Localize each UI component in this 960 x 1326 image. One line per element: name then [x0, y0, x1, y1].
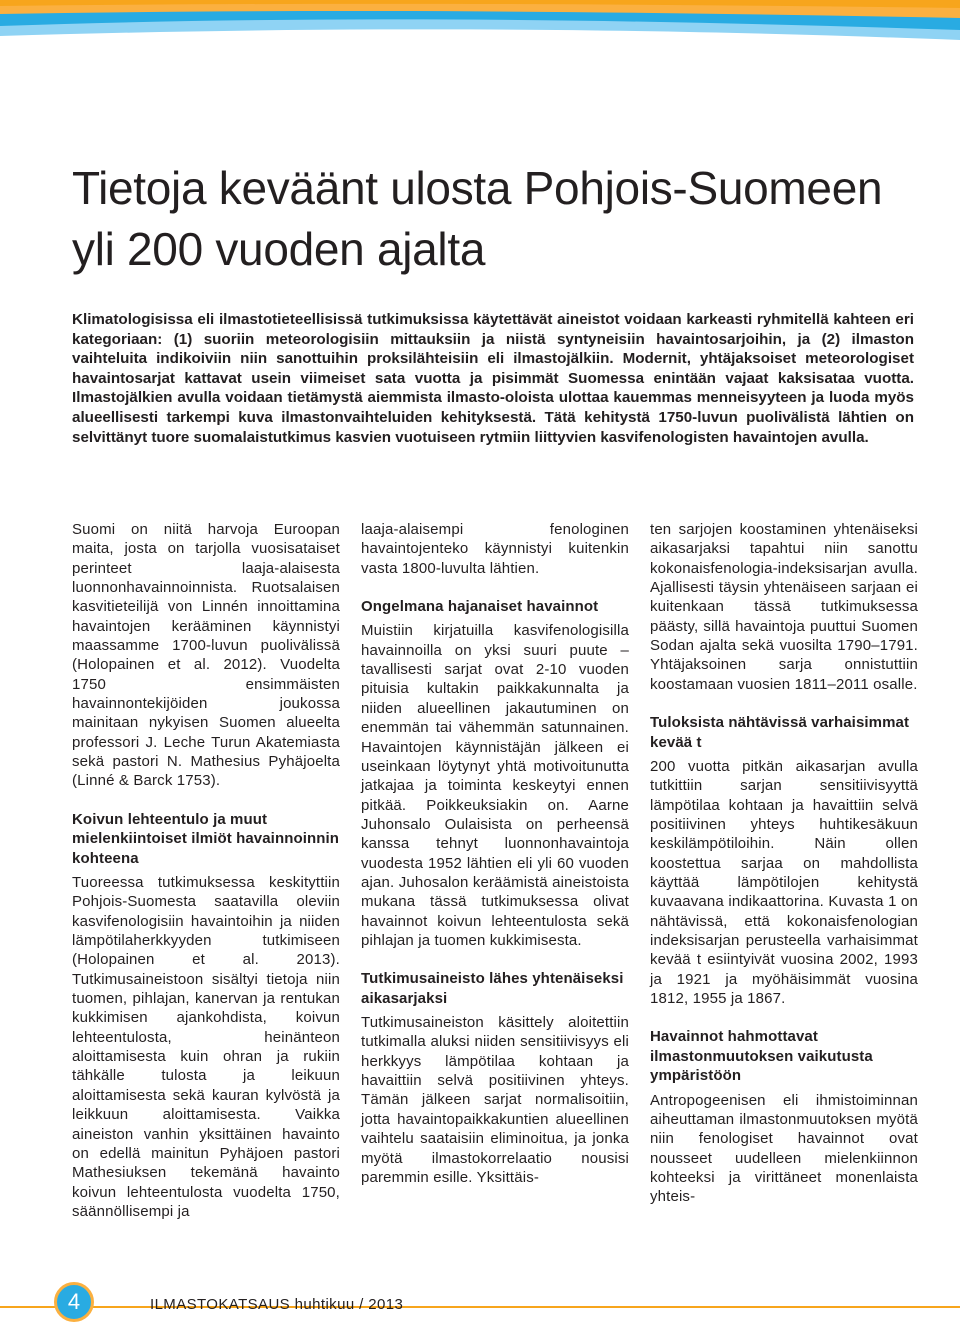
footer-rule	[0, 1306, 960, 1308]
page-footer	[0, 1270, 960, 1326]
column-1	[72, 520, 340, 1262]
decorative-top-band	[0, 0, 960, 44]
paragraph: Tuoreessa tutkimuksessa keskityttiin Pohjois-Suomesta saatavilla oleviin kasvifenologisiin havaintoihin ja niiden lämpötilaherkkyyden tutkimiseen (Holopainen et al. 2013). Tutkimusaineistoon sisältyi tietoja niin tuomen, pihlajan, kanervan ja rentukan kukkimisen ajankohdista, koivun lehteentulosta, heinänteon aloittamisesta kuin ohran ja rukiin tähkälle tulosta ja leikuun aloittamisesta sekä kauran kylvöstä ja leikkuun aloittamisesta. Vaikka aineiston vanhin yksittäinen havainto on edellä mainitun Pyhäjoen pastori Mathesiuksen tekemänä havainto koivun lehteentulosta vuodelta 1750, säännöllisempi ja	[72, 874, 340, 1220]
paragraph: ten sarjojen koostaminen yhtenäiseksi aikasarjaksi tapahtui niin sanottu kokonaisfenologia-indeksisarjan avulla. Ajallisesti täysin yhtenäiseen sarjaan ei kuitenkaan tässä tutkimuksessa päästy, sillä havaintoja puuttui Suomen Sodan ajalta sekä vuosilta 1790–1791. Yhtäjaksoinen sarja onnistuttiin koostamaan vuosien 1811–2011 osalle.	[650, 521, 918, 693]
section-heading: Havainnot hahmottavat ilmastonmuutoksen vaikutusta ympäristöön	[650, 1028, 873, 1085]
article-lead: Klimatologisissa eli ilmastotieteellisissä tutkimuksissa käytettävät aineistot voidaan karkeasti ryhmitellä kahteen eri kategoriaan: (1) suoriin meteorologisiin mittauksiin ja niistä syntyneisiin havaintosarjoihin, ja (2) ilmaston vaihteluita indikoiviin niin sanottuihin proksilähteisiin eli ilmastojälkiin. Modernit, yhtäjaksoiset meteorologiset havaintosarjat kattavat usein viimeiset sata vuotta ja pisimmät Suomessa enintään vajaat kaksisataa vuotta. Ilmastojälkien avulla voidaan tietämystä aiemmista ilmasto-oloista ulottaa kauemmas menneisyyteen ja luoda myös alueellisesti tarkempi kuva ilmastonvaihteluiden kehityksestä. Tätä kehitystä 1750-luvun puolivälistä lähtien on selvittänyt tuore suomalaistutkimus kasvien vuotuiseen rytmiin liittyvien kasvifenologisten havaintojen avulla.	[72, 311, 914, 446]
article-title: Tietoja keväänt ulosta Pohjois-Suomeen yli 200 vuoden ajalta	[72, 162, 883, 275]
publication-name: ILMASTOKATSAUS huhtikuu / 2013	[150, 1296, 404, 1313]
paragraph: Antropogeenisen eli ihmistoiminnan aiheuttaman ilmastonmuutoksen myötä niin fenologiset havainnot ovat nousseet uudelleen mielenkiinnon kohteeksi ja virittäneet monenlaista yhteis-	[650, 1091, 918, 1206]
section-heading: Ongelmana hajanaiset havainnot	[361, 598, 599, 616]
column-3	[650, 520, 918, 1262]
paragraph: Muistiin kirjatuilla kasvifenologisilla havainnoilla on yksi suuri puute – tavallisesti sarjat ovat 2-10 vuoden pituisia kultakin paikkakunnalta ja niiden alueellinen jakautuminen on enemmän tai vähemmän satunnainen. Havaintojen käynnistäjän jälkeen ei useinkaan löytynyt yhtä motivoitunutta jatkajaa ja toiminta keskeytyi ennen pitkää. Poikkeuksiakin on. Aarne Juhonsalo Oulaisista on perheensä kanssa tehnyt luonnonhavaintoja vuodesta 1952 lähtien eli yli 60 vuoden ajan. Juhosalon keräämistä aineistoista mukana tässä tutkimuksessa olivat havainnot koivun lehteentulosta sekä pihlajan ja tuomen kukkimisesta.	[361, 622, 629, 949]
page-number-badge: 4	[54, 1282, 94, 1322]
article-body	[72, 520, 918, 1262]
paragraph: Tutkimusaineiston käsittely aloitettiin tutkimalla aluksi niiden sensitiivisyys eli herkkyys lämpötilaa kohtaan ja havaittiin selvä positiivinen yhteys. Tämän jälkeen sarjat normalisoitiin, jotta havaintopaikkakuntien alueellinen vaihtelu saataisiin eliminoitua, ja jonka myötä ilmastokorrelaatio nousisi paremmin esille. Yksittäis-	[361, 1014, 629, 1186]
section-heading: Koivun lehteentulo ja muut mielenkiintoiset ilmiöt havainnoinnin kohteena	[72, 810, 340, 867]
paragraph: Suomi on niitä harvoja Euroopan maita, josta on tarjolla vuosisataiset perinteet laaja-alaisesta luonnonhavainnoinnista. Ruotsalaisen kasvitieteilijä von Linnén innoittamina havaintojen kerääminen käynnistyi maassamme 1700-luvun puolivälissä (Holopainen et al. 2012). Vuodelta 1750 ensimmäisten havainnontekijöiden joukossa mainitaan nykyisen Suomen alueelta professori J. Leche Turun Akatemiasta sekä pastori N. Mathesius Pyhäjoelta (Linné & Barck 1753).	[72, 521, 340, 790]
column-2	[361, 520, 629, 1262]
section-heading: Tutkimusaineisto lähes yhtenäiseksi aikasarjaksi	[361, 970, 624, 1007]
paragraph: 200 vuotta pitkän aikasarjan avulla tutkittiin sarjan sensitiivisyyttä lämpötilaa kohtaan ja havaittiin selvä positiivinen yhteys huhtikesäkuun keskilämpötiloihin. Näin ollen koostettua sarjaa on mahdollista käyttää lämpötilojen kehitystä kuvaavana indikaattorina. Kuvasta 1 on nähtävissä, että kokonaisfenologian indeksisarjan perusteella varhaisimmat kevää t esiintyivät vuosina 2002, 1993 ja 1921 ja myöhäisimmät vuosina 1812, 1955 ja 1867.	[650, 757, 918, 1008]
section-heading: Tuloksista nähtävissä varhaisimmat kevää t	[650, 714, 910, 751]
paragraph: laaja-alaisempi fenologinen havaintojenteko käynnistyi kuitenkin vasta 1800-luvulta lähtien.	[361, 521, 629, 577]
